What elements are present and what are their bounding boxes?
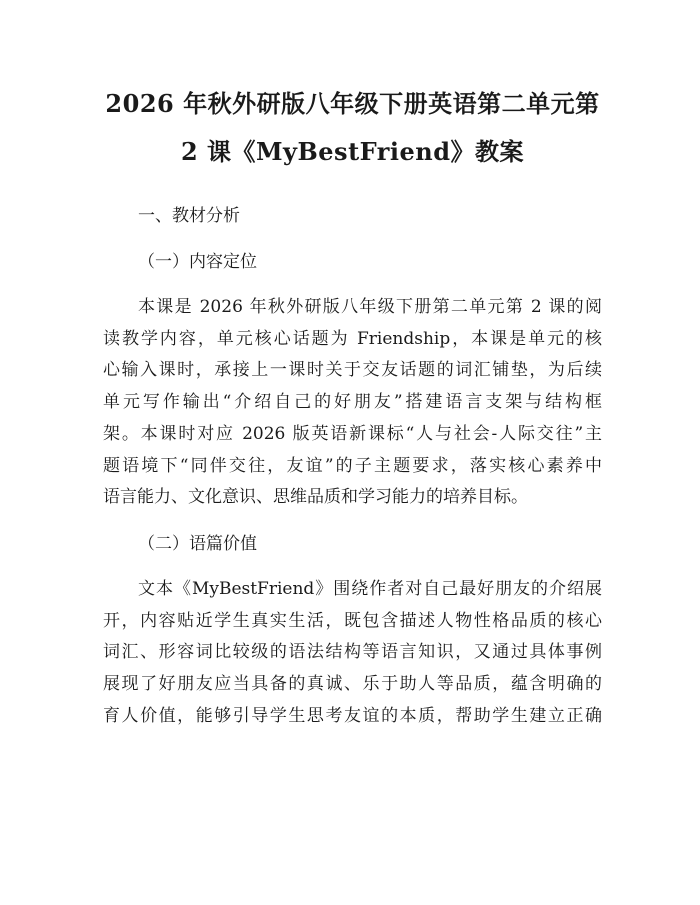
paragraph-line: 开，内容贴近学生真实生活，既包含描述人物性格品质的核心 (103, 610, 602, 631)
paragraph-line: 文本《MyBestFriend》围绕作者对自己最好朋友的介绍展 (138, 578, 602, 599)
document-title (103, 80, 602, 176)
paragraph-text-value (103, 574, 602, 733)
paragraph-line: 语言能力、文化意识、思维品质和学习能力的培养目标。 (103, 487, 528, 508)
paragraph-line: 题语境下“同伴交往，友谊”的子主题要求，落实核心素养中 (103, 455, 602, 476)
paragraph-line: 育人价值，能够引导学生思考友谊的本质，帮助学生建立正确 (103, 705, 602, 726)
paragraph-line: 词汇、形容词比较级的语法结构等语言知识，又通过具体事例 (103, 642, 602, 663)
paragraph-line: 本课是 2026 年秋外研版八年级下册第二单元第 2 课的阅 (138, 297, 602, 317)
paragraph-line: 读教学内容，单元核心话题为 Friendship，本课是单元的核 (103, 328, 602, 349)
subsection-heading-text-value: （二）语篇价值 (138, 533, 257, 554)
subsection-heading-content-positioning: （一）内容定位 (138, 252, 257, 272)
paragraph-content-positioning (103, 292, 602, 514)
paragraph-line: 架。本课时对应 2026 版英语新课标“人与社会-人际交往”主 (103, 423, 602, 444)
section-heading-teaching-material-analysis: 一、教材分析 (138, 206, 240, 226)
paragraph-line: 心输入课时，承接上一课时关于交友话题的词汇铺垫，为后续 (103, 360, 602, 381)
paragraph-line: 展现了好朋友应当具备的真诚、乐于助人等品质，蕴含明确的 (103, 674, 602, 695)
title-line-1: 2026 年秋外研版八年级下册英语第二单元第 (105, 89, 600, 118)
paragraph-line: 单元写作输出“介绍自己的好朋友”搭建语言支架与结构框 (103, 392, 602, 413)
title-line-2: 2 课《MyBestFriend》教案 (180, 137, 525, 166)
